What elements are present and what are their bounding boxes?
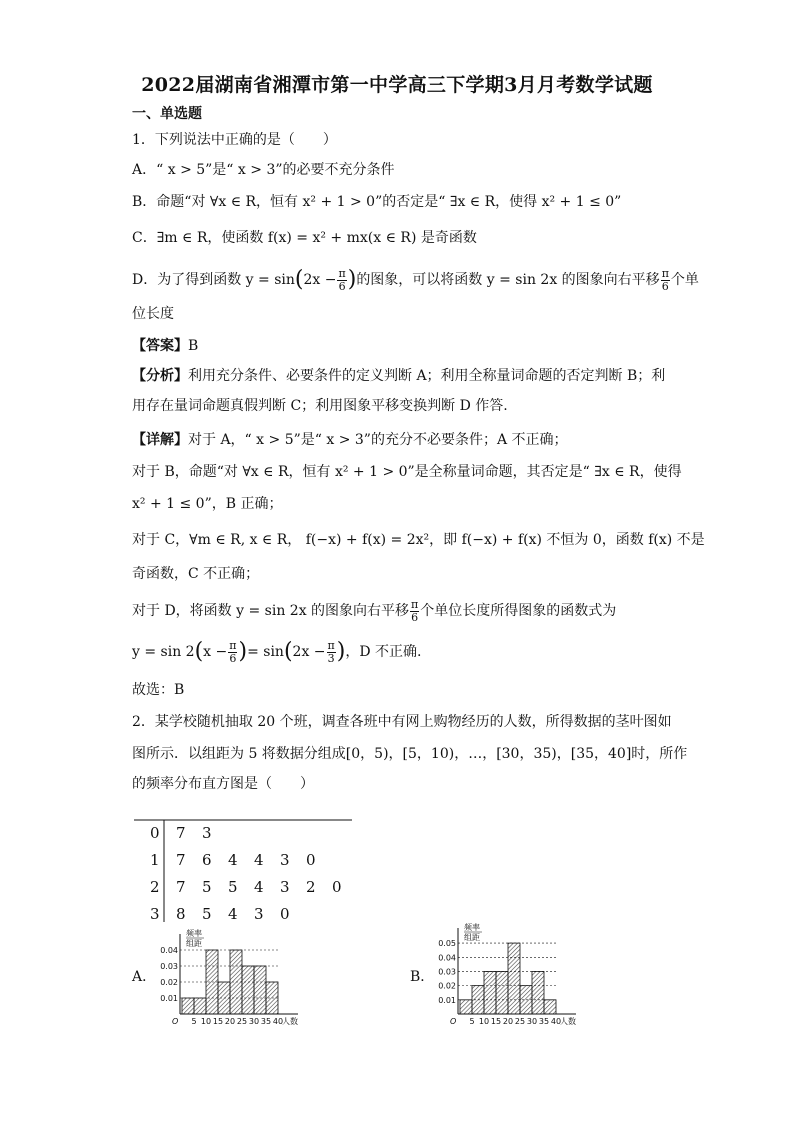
formula-part: ，D 不正确. <box>345 644 422 660</box>
origin-label: O <box>172 1017 179 1026</box>
x-axis-label: 人数 <box>282 1017 298 1026</box>
q1-stem: 1．下列说法中正确的是（ ） <box>132 132 337 148</box>
q2-stem-2: 图所示．以组距为 5 将数据分组成[0，5)，[5，10)，…，[30，35)，[35，40]时，所作 <box>132 746 688 762</box>
y-axis-label-bottom: 组距 <box>186 939 202 948</box>
leaf-value: 6 <box>202 851 212 869</box>
fraction-pi-6: $\frac{\pi}{6}$ <box>411 597 419 624</box>
leaf-value: 5 <box>202 878 212 896</box>
y-tick-label: 0.04 <box>438 953 456 963</box>
formula-part: y = sin 2 <box>132 644 195 660</box>
q1-option-d-suffix: 个单 <box>670 272 699 288</box>
answer-value: B <box>188 338 199 354</box>
histogram-option-b <box>428 922 588 1028</box>
formula-part: 2x − <box>292 644 326 660</box>
y-tick-label: 0.04 <box>160 946 178 955</box>
leaf-value: 7 <box>176 851 186 869</box>
analysis-text: 利用充分条件、必要条件的定义判断 A；利用全称量词命题的否定判断 B；利 <box>188 368 666 384</box>
q1-answer <box>132 336 198 356</box>
q1-detail-4: 对于 C，∀m ∈ R, x ∈ R， f(−x) + f(x) = 2x²，即 f(−x) + f(x) 不恒为 0，函数 f(x) 不是 <box>132 532 705 548</box>
x-axis-label: 人数 <box>560 1017 576 1026</box>
fraction-pi-6: $\frac{\pi}{6}$ <box>229 638 237 665</box>
leaf-value: 2 <box>306 878 316 896</box>
leaf-value: 7 <box>176 878 186 896</box>
q1-detail-5: 奇函数，C 不正确； <box>132 566 260 582</box>
paren-close: ) <box>347 267 357 292</box>
q1-detail-2: 对于 B，命题“对 ∀x ∈ R，恒有 x² + 1 > 0”是全称量词命题，其否定是“ ∃x ∈ R，使得 <box>132 464 682 480</box>
formula-part: x − <box>203 644 228 660</box>
q1-option-d-arg: 2x − <box>303 272 337 288</box>
leaf-value: 0 <box>306 851 316 869</box>
q1-option-d-mid: 的图象，可以将函数 y = sin 2x 的图象向右平移 <box>356 272 660 288</box>
stem-value: 2 <box>150 878 160 896</box>
origin-label: O <box>450 1017 457 1026</box>
page-title: 2022届湖南省湘潭市第一中学高三下学期3月月考数学试题 <box>141 74 653 96</box>
leaf-value: 4 <box>228 905 238 923</box>
fraction-pi-6: $\frac{\pi}{6}$ <box>661 266 669 293</box>
x-tick-label: 35 <box>260 1017 272 1026</box>
x-tick-label: 30 <box>248 1017 260 1026</box>
leaf-value: 0 <box>332 878 342 896</box>
histogram-bar <box>242 966 254 1014</box>
stem-value: 1 <box>150 851 160 869</box>
q1-option-b: B．命题“对 ∀x ∈ R，恒有 x² + 1 > 0”的否定是“ ∃x ∈ R，使得 x² + 1 ≤ 0” <box>132 194 622 210</box>
paren-open: ( <box>294 267 304 292</box>
histogram-bar <box>508 943 520 1014</box>
q1-option-a: A．“ x > 5”是“ x > 3”的必要不充分条件 <box>132 162 395 178</box>
histogram-bar <box>484 971 496 1014</box>
q1-detail-6 <box>132 598 616 624</box>
analysis-tag: 【分析】 <box>132 368 188 384</box>
leaf-value: 0 <box>280 905 290 923</box>
q2-stem-3: 的频率分布直方图是（ ） <box>132 776 314 792</box>
histogram-bar <box>532 971 544 1014</box>
q1-detail-1 <box>132 430 568 450</box>
y-tick-label: 0.03 <box>438 967 456 977</box>
x-tick-label: 15 <box>212 1017 224 1026</box>
x-tick-label: 15 <box>490 1017 502 1026</box>
leaf-value: 8 <box>176 905 186 923</box>
x-tick-label: 40 <box>272 1017 284 1026</box>
leaf-value: 4 <box>228 851 238 869</box>
histogram-option-a <box>150 928 310 1028</box>
leaf-value: 7 <box>176 824 186 842</box>
y-axis-label-top: 频率 <box>186 929 202 938</box>
leaf-value: 3 <box>202 824 212 842</box>
stem-value: 3 <box>150 905 160 923</box>
y-tick-label: 0.05 <box>438 939 456 949</box>
q1-option-d <box>132 266 699 294</box>
x-tick-label: 5 <box>191 1017 197 1026</box>
x-tick-label: 25 <box>514 1017 526 1026</box>
x-tick-label: 35 <box>538 1017 550 1026</box>
answer-tag: 【答案】 <box>132 338 188 354</box>
y-axis-label-bottom: 组距 <box>464 933 480 942</box>
paren-open: ( <box>283 639 293 664</box>
q1-option-c: C．∃m ∈ R，使函数 f(x) = x² + mx(x ∈ R) 是奇函数 <box>132 230 477 246</box>
histogram-bar <box>254 966 266 1014</box>
detail-6-prefix: 对于 D，将函数 y = sin 2x 的图象向右平移 <box>132 603 410 619</box>
paren-close: ) <box>336 639 346 664</box>
histogram-bar <box>544 1000 556 1014</box>
y-tick-label: 0.03 <box>160 962 178 971</box>
y-axis-label-top: 频率 <box>464 923 480 932</box>
leaf-value: 3 <box>280 878 290 896</box>
x-tick-label: 5 <box>469 1017 475 1026</box>
detail-text: 对于 A，“ x > 5”是“ x > 3”的充分不必要条件；A 不正确； <box>188 432 568 448</box>
q2-option-a-label: A． <box>132 969 157 985</box>
q1-detail-7 <box>132 638 421 666</box>
q1-detail-3: x² + 1 ≤ 0”，B 正确； <box>132 496 283 512</box>
x-tick-label: 40 <box>550 1017 562 1026</box>
q1-option-d-cont: 位长度 <box>132 306 174 322</box>
stem-leaf-lines <box>134 818 354 922</box>
y-tick-label: 0.02 <box>160 978 178 987</box>
q2-stem-1: 2．某学校随机抽取 20 个班，调查各班中有网上购物经历的人数，所得数据的茎叶图如 <box>132 714 672 730</box>
paren-open: ( <box>194 639 204 664</box>
detail-6-suffix: 个单位长度所得图象的函数式为 <box>420 603 617 619</box>
detail-tag: 【详解】 <box>132 432 188 448</box>
y-tick-label: 0.02 <box>438 981 456 991</box>
histogram-bar <box>182 998 194 1014</box>
stem-value: 0 <box>150 824 160 842</box>
q1-analysis-1 <box>132 366 665 386</box>
leaf-value: 3 <box>254 905 264 923</box>
y-tick-label: 0.01 <box>438 995 456 1005</box>
q1-choose: 故选：B <box>132 682 185 698</box>
x-tick-label: 25 <box>236 1017 248 1026</box>
x-tick-label: 20 <box>502 1017 514 1026</box>
x-tick-label: 20 <box>224 1017 236 1026</box>
y-tick-label: 0.01 <box>160 994 178 1003</box>
fraction-pi-6: $\frac{\pi}{6}$ <box>338 266 346 293</box>
q2-option-b-label: B． <box>410 969 435 985</box>
leaf-value: 4 <box>254 878 264 896</box>
q1-analysis-2: 用存在量词命题真假判断 C；利用图象平移变换判断 D 作答. <box>132 398 508 414</box>
x-tick-label: 10 <box>478 1017 490 1026</box>
x-tick-label: 10 <box>200 1017 212 1026</box>
histogram-bar <box>460 1000 472 1014</box>
formula-part: = sin <box>247 644 284 660</box>
histogram-bar <box>194 998 206 1014</box>
leaf-value: 5 <box>202 905 212 923</box>
leaf-value: 4 <box>254 851 264 869</box>
x-tick-label: 30 <box>526 1017 538 1026</box>
leaf-value: 3 <box>280 851 290 869</box>
fraction-pi-3: $\frac{\pi}{3}$ <box>327 638 335 665</box>
histogram-bar <box>496 971 508 1014</box>
leaf-value: 5 <box>228 878 238 896</box>
section-heading: 一、单选题 <box>132 106 202 122</box>
paren-close: ) <box>238 639 248 664</box>
q1-option-d-prefix: D．为了得到函数 y = sin <box>132 272 295 288</box>
